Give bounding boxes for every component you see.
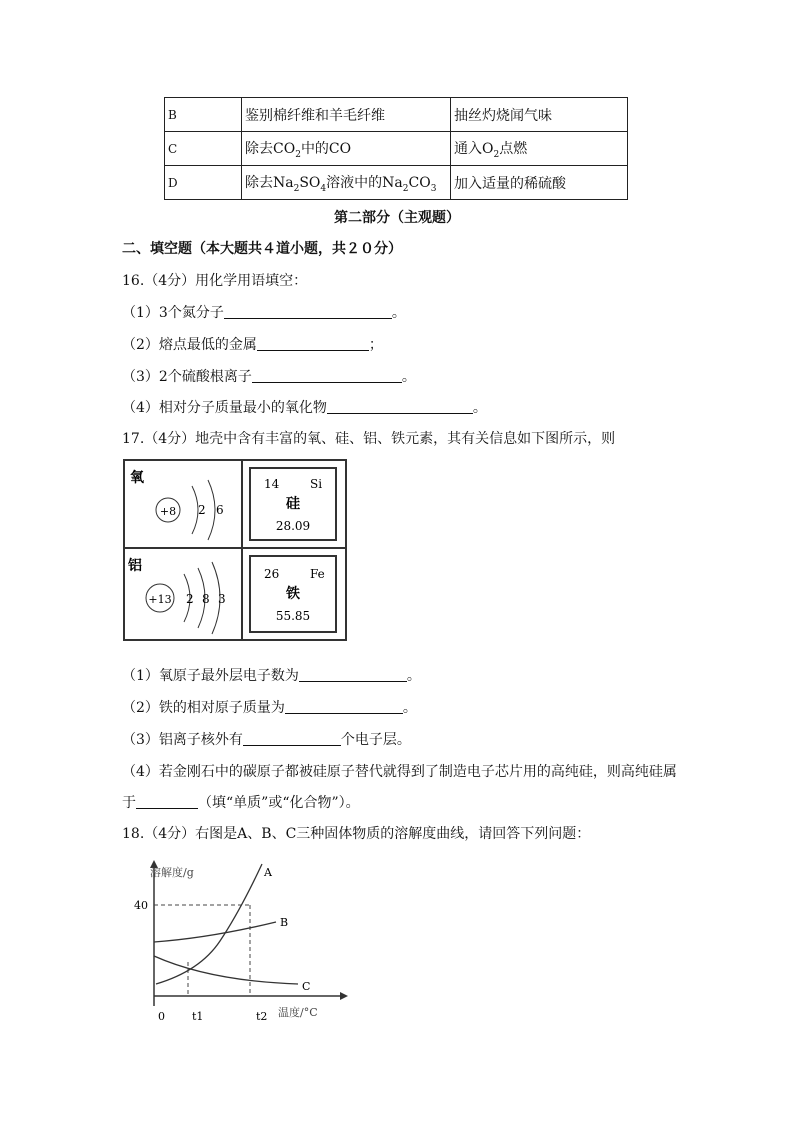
oxygen-shell-2-electrons: 6 (216, 503, 224, 517)
iron-number: 26 (264, 567, 280, 581)
q17-item-2: （2）铁的相对原子质量为 。 (122, 700, 417, 716)
series-a-line (156, 864, 262, 984)
series-b-label: B (280, 916, 289, 929)
section-title: 二、填空题（本大题共４道小题，共２０分） (122, 241, 402, 257)
part-title: 第二部分（主观题） (334, 210, 460, 226)
row-purpose: 鉴别棉纤维和羊毛纤维 (242, 98, 451, 132)
table-row (165, 166, 628, 200)
silicon-number: 14 (264, 477, 280, 491)
options-table (164, 97, 628, 200)
q17-item-1: （1）氧原子最外层电子数为 。 (122, 668, 421, 684)
answer-blank[interactable] (299, 667, 407, 682)
answer-blank[interactable] (257, 336, 369, 351)
oxygen-shell-1-electrons: 2 (198, 503, 206, 517)
row-method: 抽丝灼烧闻气味 (451, 98, 628, 132)
answer-blank[interactable] (252, 368, 402, 383)
q16-item-2: （2）熔点最低的金属 ； (122, 337, 383, 353)
row-label: C (165, 132, 242, 166)
series-c-line (154, 956, 298, 984)
x-axis-label: 温度/°C (278, 1006, 318, 1019)
series-a-label: A (264, 866, 272, 879)
q17-item-4-line2: 于 （填“单质”或“化合物”）。 (122, 795, 360, 811)
silicon-symbol: Si (310, 477, 323, 491)
iron-mass: 55.85 (275, 609, 311, 623)
table-row (165, 132, 628, 166)
aluminum-label: 铝 (128, 558, 142, 574)
q18-stem: 18.（4分）右图是A、B、C三种固体物质的溶解度曲线，请回答下列问题： (122, 826, 591, 842)
q16-item-3: （3）2个硫酸根离子 。 (122, 369, 416, 385)
oxygen-shell-2 (208, 480, 215, 540)
x-axis-arrow (340, 992, 348, 1000)
answer-blank[interactable] (224, 304, 392, 319)
aluminum-shell-2-electrons: 8 (202, 592, 210, 606)
row-label: D (165, 166, 242, 200)
y-tick-40: 40 (134, 899, 148, 912)
x-tick-0: 0 (158, 1010, 165, 1023)
element-info-figure (120, 458, 350, 644)
y-axis-label: 溶解度/g (150, 866, 194, 879)
table-row (165, 98, 628, 132)
answer-blank[interactable] (285, 699, 403, 714)
iron-symbol: Fe (310, 567, 325, 581)
silicon-mass: 28.09 (275, 519, 311, 533)
aluminum-shell-3-electrons: 3 (218, 592, 226, 606)
x-tick-t2: t2 (256, 1010, 268, 1023)
answer-blank[interactable] (136, 794, 198, 809)
solubility-chart (120, 856, 360, 1026)
q16-item-1: （1）3个氮分子 。 (122, 305, 406, 321)
q16-item-4: （4）相对分子质量最小的氧化物 。 (122, 400, 487, 416)
series-c-label: C (302, 980, 311, 993)
q17-item-4-line1: （4）若金刚石中的碳原子都被硅原子替代就得到了制造电子芯片用的高纯硅，则高纯硅属 (122, 764, 677, 780)
series-b-line (154, 922, 276, 942)
iron-name: 铁 (286, 586, 300, 602)
x-tick-t1: t1 (192, 1010, 204, 1023)
answer-blank[interactable] (327, 399, 473, 414)
silicon-name: 硅 (286, 496, 300, 512)
row-purpose: 除去$Na_2SO_4$溶液中的$Na_2CO_3$ (242, 166, 451, 200)
q16-stem: 16.（4分）用化学用语填空： (122, 273, 308, 289)
oxygen-nucleus-charge: +8 (159, 505, 177, 518)
aluminum-shell-1-electrons: 2 (186, 592, 194, 606)
oxygen-label: 氧 (130, 470, 144, 486)
answer-blank[interactable] (243, 731, 341, 746)
q17-item-3: （3）铝离子核外有 个电子层。 (122, 732, 411, 748)
aluminum-nucleus-charge: +13 (148, 593, 172, 606)
row-method: 通入$O_2$点燃 (451, 132, 628, 166)
row-label: B (165, 98, 242, 132)
row-purpose: 除去$CO_2$中的CO (242, 132, 451, 166)
row-method: 加入适量的稀硫酸 (451, 166, 628, 200)
q17-stem: 17.（4分）地壳中含有丰富的氧、硅、铝、铁元素，其有关信息如下图所示，则 (122, 431, 616, 447)
